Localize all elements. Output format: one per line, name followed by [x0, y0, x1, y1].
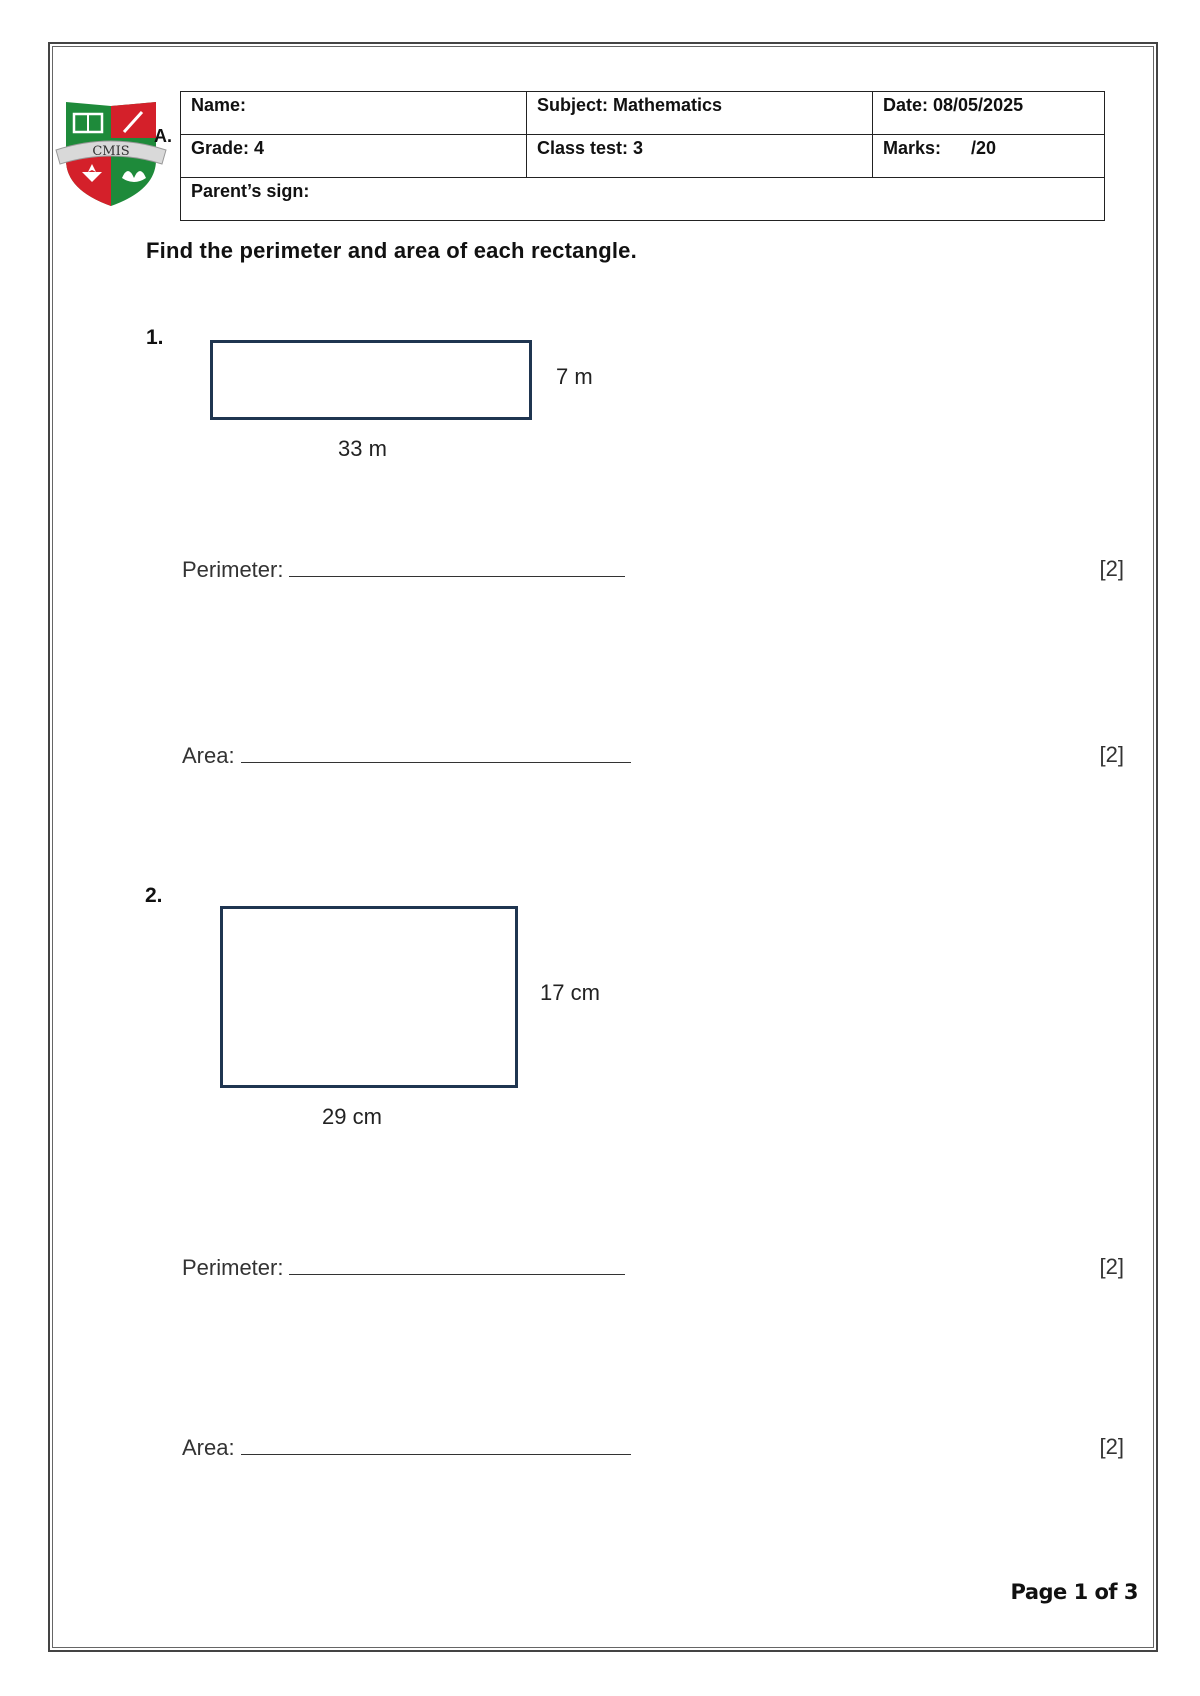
question-1-width-label: 33 m [338, 436, 387, 461]
school-crest-logo [52, 98, 170, 210]
crest-stray-label: A. [154, 126, 172, 146]
question-1-perimeter-answer[interactable] [289, 556, 625, 577]
name-field[interactable]: Name: [181, 92, 527, 135]
question-2-height-label: 17 cm [540, 980, 600, 1005]
date-cell: Date: 08/05/2025 [873, 92, 1105, 135]
header-row-1 [181, 92, 1105, 135]
question-1-area-marks: [2] [1099, 742, 1124, 767]
area-label: Area: [182, 743, 235, 768]
crest-text: CMIS [92, 144, 130, 159]
header-info-table [180, 91, 1105, 221]
question-2-number: 2. [145, 884, 163, 907]
question-1-number: 1. [146, 326, 164, 349]
question-1-area-answer[interactable] [241, 742, 631, 763]
question-1-perimeter-line [182, 556, 625, 583]
subject-cell: Subject: Mathematics [527, 92, 873, 135]
area-label: Area: [182, 1435, 235, 1460]
parent-sign-field[interactable]: Parent’s sign: [181, 178, 1105, 221]
question-2-area-marks: [2] [1099, 1434, 1124, 1459]
question-2-area-answer[interactable] [241, 1434, 631, 1455]
marks-cell: Marks: /20 [873, 135, 1105, 178]
question-1-height-label: 7 m [556, 364, 593, 389]
perimeter-label: Perimeter: [182, 1255, 284, 1280]
question-2-area-line [182, 1434, 631, 1461]
question-2-perimeter-line [182, 1254, 625, 1281]
question-2-perimeter-answer[interactable] [289, 1254, 625, 1275]
perimeter-label: Perimeter: [182, 557, 284, 582]
question-1-area-line [182, 742, 631, 769]
page-border-inner [52, 46, 1154, 1648]
question-2-width-label: 29 cm [322, 1104, 382, 1129]
question-1-rectangle [210, 340, 532, 420]
question-2-rectangle [220, 906, 518, 1088]
header-row-3 [181, 178, 1105, 221]
question-2-perimeter-marks: [2] [1099, 1254, 1124, 1279]
page-number: Page 1 of 3 [1010, 1580, 1138, 1604]
instruction-text: Find the perimeter and area of each rectangle. [146, 238, 637, 263]
grade-cell: Grade: 4 [181, 135, 527, 178]
header-row-2 [181, 135, 1105, 178]
question-1-perimeter-marks: [2] [1099, 556, 1124, 581]
class-test-cell: Class test: 3 [527, 135, 873, 178]
